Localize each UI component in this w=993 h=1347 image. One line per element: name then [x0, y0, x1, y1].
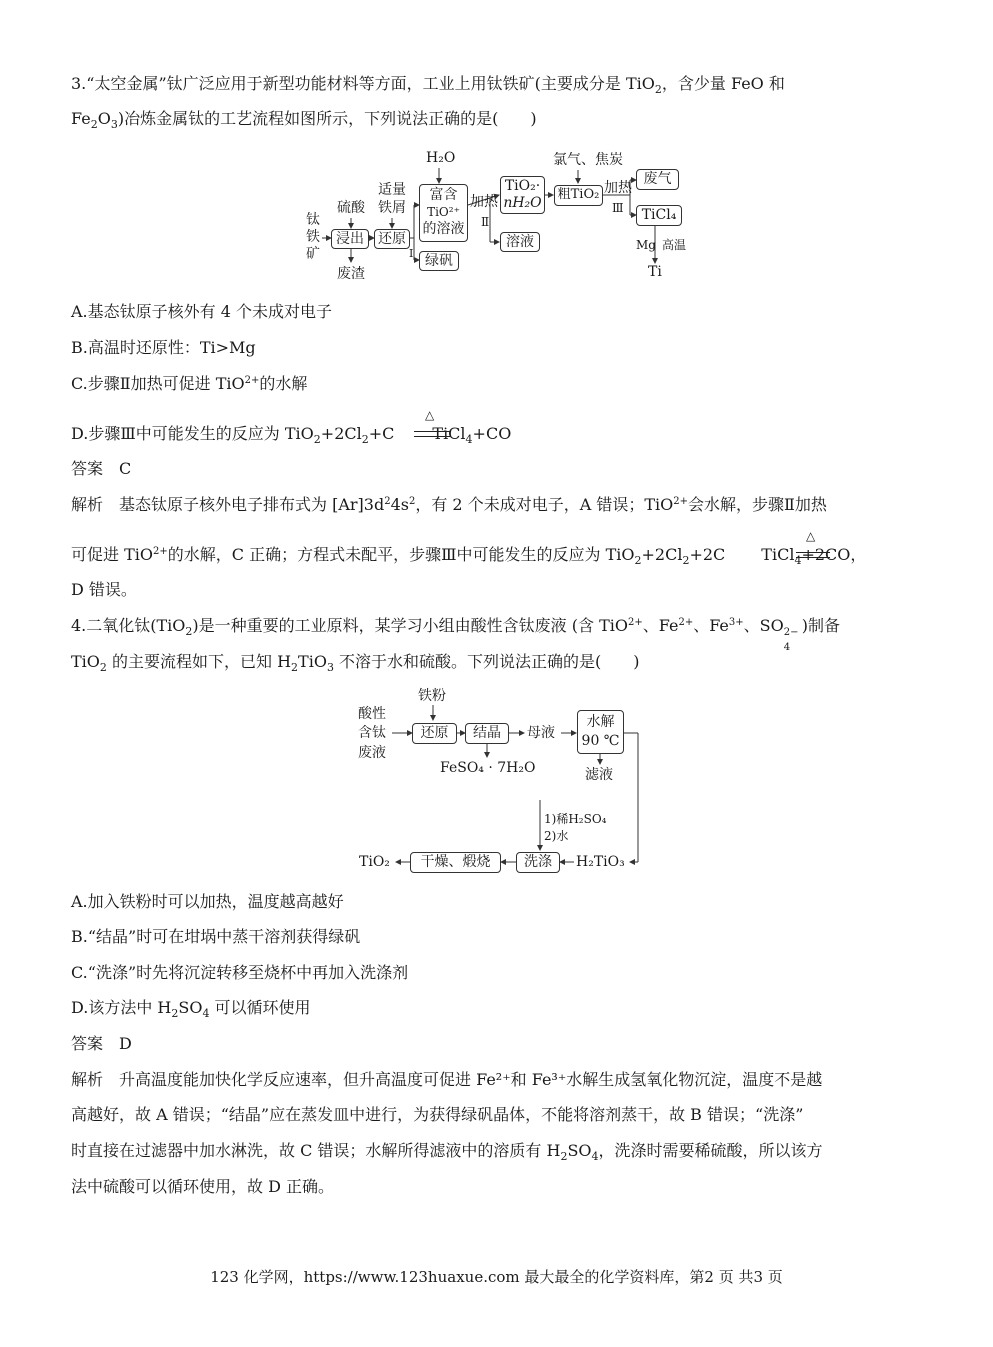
q3-explanation-line1: 解析 基态钛原子核外电子排布式为 $[Ar]3d^24s^2$，有 2 个未成对电子，A 错误；TiO$^{2+}$会水解，步骤Ⅱ加热 [71, 495, 827, 514]
solution-box: 溶液 [500, 232, 540, 252]
ore-label-2: 铁 [306, 229, 320, 245]
q4-option-a: A.加入铁粉时可以加热，温度越高越好 [71, 892, 344, 911]
heat-triangle-icon-2: △ [806, 529, 816, 543]
q4-explanation-line1: 解析 升高温度能加快化学反应速率，但升高温度可促进 Fe²⁺和 Fe³⁺水解生成氢氧化物沉淀，温度不是越 [71, 1070, 823, 1089]
step2-label: Ⅱ [481, 215, 490, 229]
reduce-box-2: 还原 [412, 723, 457, 744]
q3-answer: 答案 C [71, 459, 132, 478]
high-temp-label: 高温 [662, 238, 687, 252]
q3-option-d: D.步骤Ⅲ中可能发生的反应为 $TiO_2+2Cl_2+C$ TiCl$_4$+CO [71, 424, 512, 446]
exhaust-gas-box: 废气 [636, 169, 679, 190]
page-footer: 123 化学网，https://www.123huaxue.com 最大最全的化学资料库，第2 页 共3 页 [210, 1268, 783, 1286]
q4-option-b: B.“结晶”时可在坩埚中蒸干溶剂获得绿矾 [71, 927, 361, 946]
dry-calcine-box: 干燥、煅烧 [410, 852, 501, 873]
mg-label: Mg [636, 238, 656, 252]
tio2-product-label: TiO₂ [359, 854, 390, 870]
q3-explanation-line2: 可促进 TiO$^{2+}$的水解，C 正确；方程式未配平，步骤Ⅲ中可能发生的反应为 $TiO_2+2Cl_2+2C$ TiCl$_4$+2CO， [71, 545, 867, 567]
iron-label-2: 铁屑 [378, 200, 406, 216]
q3-explanation-line3: D 错误。 [71, 580, 137, 599]
iron-label-1: 适量 [378, 182, 406, 198]
hydrate-box: TiO₂· nH₂O [500, 176, 545, 214]
step-water-label: 2)水 [544, 829, 569, 843]
green-vitriol-box: 绿矾 [419, 251, 459, 271]
reduce-box: 还原 [374, 229, 410, 249]
wash-box: 洗涤 [516, 852, 560, 873]
q4-option-d: D.该方法中 $H_2SO_4$ 可以循环使用 [71, 998, 311, 1020]
chlorine-coke-label: 氯气、焦炭 [553, 152, 623, 168]
q3-stem-line2: $Fe_2O_3$)冶炼金属钛的工艺流程如图所示，下列说法正确的是( ) [71, 109, 537, 131]
heat-label-2: 加热 [470, 194, 498, 210]
feso4-product-label: FeSO₄ · 7H₂O [440, 760, 536, 776]
ore-label-3: 矿 [306, 246, 320, 262]
acid-waste-label-3: 废液 [358, 745, 386, 761]
tio-solution-box: 富含 TiO²⁺ 的溶液 [419, 184, 468, 242]
q3-option-b: B.高温时还原性：Ti>Mg [71, 338, 256, 357]
iron-powder-label: 铁粉 [418, 688, 446, 704]
ti-product-label: Ti [648, 264, 662, 280]
step-dilute-acid-label: 1)稀H₂SO₄ [544, 812, 607, 826]
q4-explanation-line2: 高越好，故 A 错误；“结晶”应在蒸发皿中进行，为获得绿矾晶体，不能将溶剂蒸干，故 B 错误；“洗涤” [71, 1105, 804, 1124]
heat-label-3: 加热 [604, 180, 632, 196]
q4-stem-line2: TiO$_2$ 的主要流程如下，已知 $H_2TiO_3$ 不溶于水和硫酸。下列说法正确的是( ) [71, 652, 640, 674]
q4-explanation-line4: 法中硫酸可以循环使用，故 D 正确。 [71, 1177, 335, 1196]
filtrate-label: 滤液 [585, 767, 613, 783]
heat-triangle-icon: △ [425, 408, 435, 422]
q4-explanation-line3: 时直接在过滤器中加水淋洗，故 C 错误；水解所得滤液中的溶质有 $H_2SO_4$，洗涤时需要稀硫酸，所以该方 [71, 1141, 823, 1163]
acid-waste-label-2: 含钛 [358, 725, 386, 741]
crude-tio2-box: 粗TiO₂ [554, 185, 603, 206]
h2tio3-label: H₂TiO₃ [576, 854, 625, 870]
ticl4-box: TiCl₄ [636, 205, 682, 226]
step3-label: Ⅲ [612, 201, 624, 215]
q4-stem-line1: 4.二氧化钛(TiO$_2$)是一种重要的工业原料，某学习小组由酸性含钛废液 (含 TiO$^{2+}$、$Fe^{2+}$、$Fe^{3+}$、SO 2− 4 )制备 [71, 616, 840, 653]
q3-option-c: C.步骤Ⅱ加热可促进 TiO$^{2+}$的水解 [71, 374, 308, 393]
q3-stem-line1: 3.“太空金属”钛广泛应用于新型功能材料等方面，工业上用钛铁矿(主要成分是 TiO$_2$，含少量 FeO 和 [71, 74, 785, 96]
ore-label-1: 钛 [306, 212, 320, 228]
h2o-label: H₂O [426, 150, 456, 166]
q3-option-a: A.基态钛原子核外有 4 个未成对电子 [71, 302, 332, 321]
acid-waste-label-1: 酸性 [358, 706, 386, 722]
leach-box: 浸出 [331, 229, 369, 249]
mother-liquor-label: 母液 [527, 725, 555, 741]
hydrolysis-box: 水解 90 ℃ [577, 710, 624, 754]
q4-answer: 答案 D [71, 1034, 132, 1053]
waste-residue-label: 废渣 [337, 266, 365, 282]
crystallize-box: 结晶 [465, 723, 509, 744]
sulfuric-acid-label: 硫酸 [337, 200, 365, 216]
q4-option-c: C.“洗涤”时先将沉淀转移至烧杯中再加入洗涤剂 [71, 963, 409, 982]
step1-label: Ⅰ [409, 247, 414, 260]
